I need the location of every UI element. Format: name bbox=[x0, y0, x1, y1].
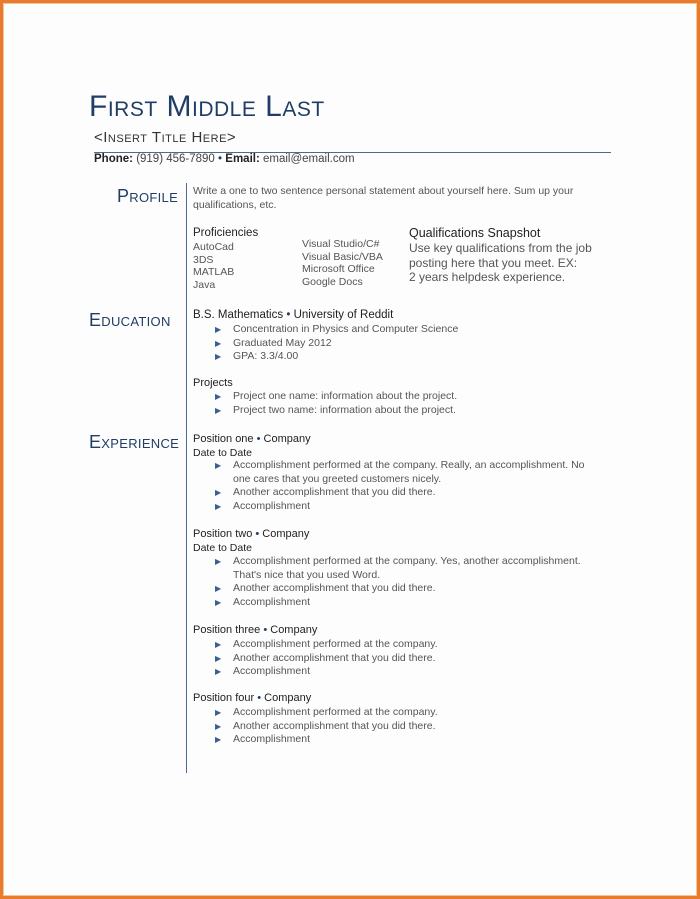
bullet-arrow-icon: ▶ bbox=[215, 721, 222, 731]
education-degree-line bbox=[193, 308, 393, 322]
list-item: ▶ Accomplishment performed at the company. Yes, another accomplishment. That's nice that you used Word. bbox=[215, 555, 581, 581]
education-separator: • bbox=[286, 309, 291, 321]
position-separator: • bbox=[263, 624, 268, 636]
section-heading-education: Education bbox=[89, 310, 171, 330]
position-title: Position one bbox=[193, 433, 254, 445]
position-line bbox=[193, 623, 317, 637]
proficiency-item: Microsoft Office bbox=[302, 263, 375, 275]
proficiency-item: MATLAB bbox=[193, 266, 235, 278]
list-item: ▶ Project one name: information about the project. bbox=[215, 390, 458, 402]
list-item: ▶ Concentration in Physics and Computer Science bbox=[215, 323, 459, 335]
position-company: Company bbox=[262, 528, 310, 540]
contact-separator: • bbox=[218, 153, 223, 165]
section-heading-profile: Profile bbox=[117, 186, 179, 206]
qualifications-text bbox=[409, 241, 592, 285]
proficiency-item: Java bbox=[193, 278, 216, 291]
bullet-arrow-icon: ▶ bbox=[215, 338, 222, 348]
bullet-arrow-icon: ▶ bbox=[215, 584, 222, 593]
list-item: ▶ GPA: 3.3/4.00 bbox=[215, 350, 299, 362]
position-dates: Date to Date bbox=[193, 542, 252, 554]
proficiencies-heading: Proficiencies bbox=[193, 227, 259, 239]
list-item: ▶ Accomplishment performed at the company. Really, an accomplishment. No one cares that you greeted customers nicely. bbox=[215, 459, 585, 485]
phone-value: (919) 456-7890 bbox=[136, 153, 215, 165]
position-bullets bbox=[215, 638, 438, 679]
bullet-arrow-icon: ▶ bbox=[215, 653, 222, 663]
bullet-arrow-icon: ▶ bbox=[215, 597, 222, 607]
bullet-arrow-icon: ▶ bbox=[215, 640, 222, 649]
bullet-arrow-icon: ▶ bbox=[215, 325, 222, 334]
list-item: ▶ Another accomplishment that you did there. bbox=[215, 582, 436, 594]
education-school: University of Reddit bbox=[293, 309, 394, 321]
qualifications-heading: Qualifications Snapshot bbox=[409, 226, 541, 240]
position-company: Company bbox=[270, 624, 318, 636]
education-degree: B.S. Mathematics bbox=[193, 309, 284, 321]
bullet-arrow-icon: ▶ bbox=[215, 352, 222, 361]
qualifications-line: 2 years helpdesk experience. bbox=[409, 270, 566, 284]
section-divider-line bbox=[186, 183, 187, 773]
position-company: Company bbox=[264, 692, 312, 704]
education-bullets bbox=[215, 323, 458, 364]
profile-statement-line: qualifications, etc. bbox=[193, 198, 277, 211]
bullet-arrow-icon: ▶ bbox=[215, 501, 222, 511]
section-heading-experience: Experience bbox=[89, 432, 180, 452]
email-label: Email: bbox=[225, 153, 260, 165]
proficiencies-column-2 bbox=[302, 238, 383, 288]
list-item: ▶ Accomplishment bbox=[215, 665, 311, 677]
position-bullets bbox=[215, 706, 438, 747]
proficiency-item: Visual Basic/VBA bbox=[302, 250, 383, 263]
position-bullets bbox=[215, 459, 585, 513]
projects-heading: Projects bbox=[193, 377, 233, 389]
list-item: ▶ Project two name: information about the project. bbox=[215, 403, 456, 416]
bullet-arrow-icon: ▶ bbox=[215, 405, 222, 415]
projects-bullets bbox=[215, 390, 457, 417]
bullet-arrow-icon: ▶ bbox=[215, 708, 222, 717]
position-separator: • bbox=[256, 433, 261, 445]
profile-statement bbox=[193, 185, 573, 212]
email-value: email@email.com bbox=[263, 153, 355, 165]
list-item: ▶ Another accomplishment that you did there. bbox=[215, 651, 436, 664]
proficiencies-column-1 bbox=[193, 241, 234, 291]
position-separator: • bbox=[257, 692, 262, 704]
bullet-arrow-icon: ▶ bbox=[215, 735, 222, 744]
bullet-arrow-icon: ▶ bbox=[215, 461, 222, 470]
proficiency-item: AutoCad bbox=[193, 241, 234, 253]
position-separator: • bbox=[255, 528, 260, 540]
resume-title: <Insert Title Here> bbox=[94, 129, 237, 146]
list-item: ▶ Another accomplishment that you did there. bbox=[215, 719, 436, 732]
proficiency-item: Visual Studio/C# bbox=[302, 238, 380, 250]
bullet-arrow-icon: ▶ bbox=[215, 557, 222, 566]
qualifications-line: Use key qualifications from the job bbox=[409, 241, 592, 255]
position-line bbox=[193, 691, 311, 705]
list-item: ▶ Accomplishment bbox=[215, 499, 311, 512]
position-bullets bbox=[215, 555, 581, 609]
list-item: ▶ Accomplishment performed at the company. bbox=[215, 706, 438, 718]
bullet-arrow-icon: ▶ bbox=[215, 392, 222, 401]
list-item: ▶ Accomplishment performed at the company. bbox=[215, 638, 438, 650]
position-line bbox=[193, 432, 311, 446]
phone-label: Phone: bbox=[94, 153, 133, 165]
bullet-arrow-icon: ▶ bbox=[215, 488, 222, 497]
bullet-arrow-icon: ▶ bbox=[215, 667, 222, 676]
position-title: Position four bbox=[193, 692, 255, 704]
list-item: ▶ Accomplishment bbox=[215, 733, 311, 745]
proficiency-item: Google Docs bbox=[302, 275, 363, 288]
list-item: ▶ Accomplishment bbox=[215, 595, 311, 608]
resume-name: First Middle Last bbox=[89, 90, 325, 123]
list-item: ▶ Graduated May 2012 bbox=[215, 336, 332, 349]
position-title: Position two bbox=[193, 528, 253, 540]
profile-statement-line: Write a one to two sentence personal statement about yourself here. Sum up your bbox=[193, 185, 574, 197]
position-title: Position three bbox=[193, 624, 261, 636]
list-item: ▶ Another accomplishment that you did there. bbox=[215, 486, 436, 498]
contact-line bbox=[94, 152, 355, 166]
position-line bbox=[193, 527, 309, 541]
qualifications-line: posting here that you meet. EX: bbox=[409, 255, 578, 270]
position-dates: Date to Date bbox=[193, 447, 252, 459]
proficiency-item: 3DS bbox=[193, 253, 214, 266]
position-company: Company bbox=[263, 433, 311, 445]
